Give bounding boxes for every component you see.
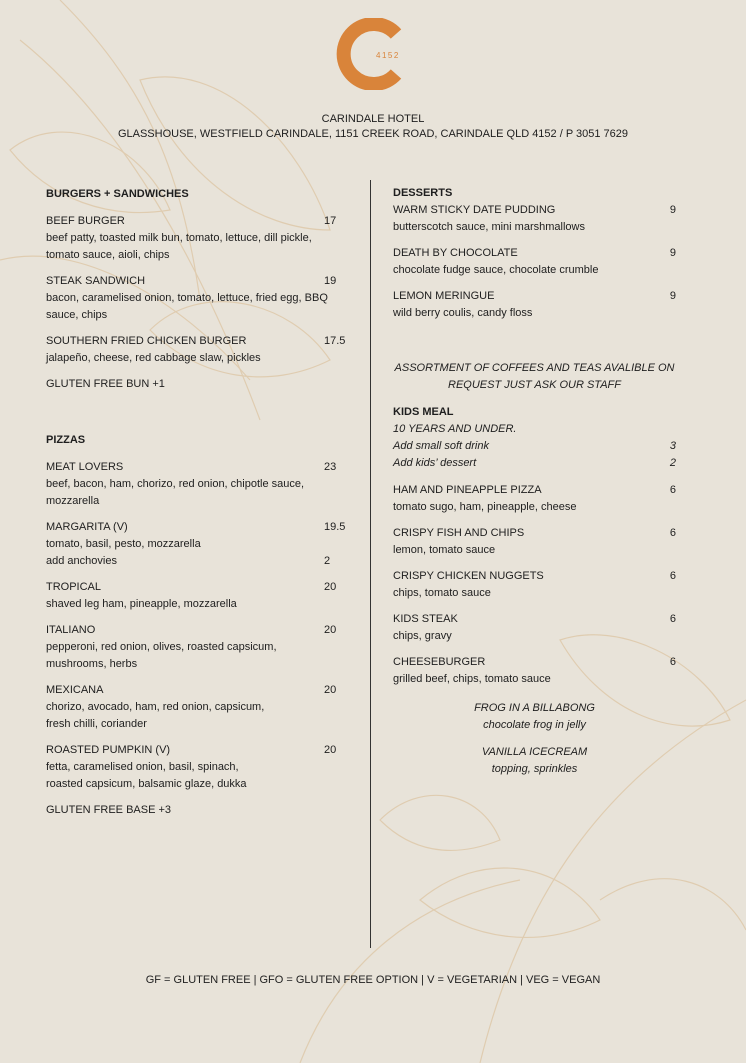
item-name-row (393, 202, 676, 219)
section-burgers (46, 186, 346, 402)
item-name: MEXICANA (46, 684, 104, 696)
section-desserts (393, 185, 676, 331)
item-price: 6 (669, 570, 676, 582)
item-name-row (46, 579, 346, 596)
dietary-legend: GF = GLUTEN FREE | GFO = GLUTEN FREE OPTION | V = VEGETARIAN | VEG = VEGAN (145, 974, 601, 986)
item-price: 23 (324, 461, 337, 473)
addon-price: 2 (669, 457, 676, 469)
section-kids-meal (393, 404, 676, 697)
section-title: PIZZAS (46, 434, 86, 446)
item-name: BEEF BURGER (46, 215, 125, 227)
item-name-row (393, 245, 676, 262)
item-name: MEAT LOVERS (46, 461, 124, 473)
extra-price: 2 (324, 555, 331, 567)
menu-item (46, 622, 346, 673)
menu-item (46, 376, 346, 393)
item-description: tomato sauce, aioli, chips (46, 249, 170, 261)
item-description: bacon, caramelised onion, tomato, lettuce, fried egg, BBQ (46, 292, 328, 304)
item-price: 6 (669, 613, 676, 625)
item-price: 6 (669, 656, 676, 668)
item-name: CRISPY FISH AND CHIPS (393, 527, 525, 539)
item-name: ITALIANO (46, 624, 96, 636)
item-description: pepperoni, red onion, olives, roasted capsicum, (46, 641, 277, 653)
item-name-row (393, 482, 676, 499)
menu-item (46, 682, 346, 733)
item-description: lemon, tomato sauce (393, 544, 496, 556)
addon-price: 3 (669, 440, 676, 452)
item-name-row (46, 273, 346, 290)
coffee-note-line: REQUEST JUST ASK OUR STAFF (448, 379, 621, 391)
menu-item (393, 654, 676, 688)
item-name: LEMON MERINGUE (393, 290, 495, 302)
item-description: sauce, chips (46, 309, 108, 321)
addon-label: Add small soft drink (393, 440, 489, 452)
item-name-row (46, 333, 346, 350)
menu-item (46, 273, 346, 324)
item-description: wild berry coulis, candy floss (393, 307, 533, 319)
item-extra (46, 553, 346, 570)
kids-dessert-icecream (393, 744, 676, 778)
addon-label: Add kids’ dessert (393, 457, 477, 469)
section-title: BURGERS + SANDWICHES (46, 188, 189, 200)
item-name: KIDS STEAK (393, 613, 458, 625)
menu-item (393, 482, 676, 516)
kids-addon (393, 455, 676, 472)
coffee-note-line: ASSORTMENT OF COFFEES AND TEAS AVALIBLE ON (394, 362, 675, 374)
item-description: tomato, basil, pesto, mozzarella (46, 538, 201, 550)
item-price: 17.5 (324, 335, 346, 347)
item-name: WARM STICKY DATE PUDDING (393, 204, 556, 216)
section-pizzas (46, 432, 346, 828)
item-name: GLUTEN FREE BUN +1 (46, 378, 165, 390)
item-description: fetta, caramelised onion, basil, spinach, (46, 761, 239, 773)
item-price: 19.5 (324, 521, 346, 533)
item-name-row (393, 288, 676, 305)
item-name-row (393, 525, 676, 542)
kids-dessert-name: FROG IN A BILLABONG (474, 702, 595, 714)
item-name-row (46, 213, 346, 230)
item-description: mushrooms, herbs (46, 658, 138, 670)
item-description: fresh chilli, coriander (46, 718, 147, 730)
item-name: HAM AND PINEAPPLE PIZZA (393, 484, 542, 496)
menu-item (393, 568, 676, 602)
item-description: shaved leg ham, pineapple, mozzarella (46, 598, 237, 610)
item-name: STEAK SANDWICH (46, 275, 146, 287)
item-description: chips, tomato sauce (393, 587, 491, 599)
item-name-row (46, 376, 346, 393)
item-name: MARGARITA (V) (46, 521, 128, 533)
item-price: 19 (324, 275, 337, 287)
item-name: TROPICAL (46, 581, 102, 593)
extra-label: add anchovies (46, 555, 117, 567)
item-name-row (393, 654, 676, 671)
item-description: butterscotch sauce, mini marshmallows (393, 221, 585, 233)
menu-item (46, 333, 346, 367)
column-divider (370, 180, 371, 948)
item-name: SOUTHERN FRIED CHICKEN BURGER (46, 335, 247, 347)
kids-addon (393, 438, 676, 455)
menu-item (393, 245, 676, 279)
hotel-logo (334, 18, 406, 90)
item-description: beef patty, toasted milk bun, tomato, lettuce, dill pickle, (46, 232, 312, 244)
hotel-address: GLASSHOUSE, WESTFIELD CARINDALE, 1151 CREEK ROAD, CARINDALE QLD 4152 / P 3051 7629 (117, 128, 629, 140)
item-name-row (46, 802, 346, 819)
item-name-row (46, 682, 346, 699)
item-price: 6 (669, 527, 676, 539)
item-name-row (46, 622, 346, 639)
kids-meal-title: KIDS MEAL (393, 406, 454, 418)
menu-item (46, 519, 346, 570)
item-description: chips, gravy (393, 630, 452, 642)
item-description: tomato sugo, ham, pineapple, cheese (393, 501, 577, 513)
item-description: beef, bacon, ham, chorizo, red onion, chipotle sauce, (46, 478, 305, 490)
item-description: chocolate fudge sauce, chocolate crumble (393, 264, 599, 276)
item-description: chorizo, avocado, ham, red onion, capsicum, (46, 701, 265, 713)
menu-item (393, 525, 676, 559)
item-name: CRISPY CHICKEN NUGGETS (393, 570, 544, 582)
hotel-name: CARINDALE HOTEL (321, 113, 425, 125)
item-price: 20 (324, 684, 337, 696)
item-price: 6 (669, 484, 676, 496)
menu-item (393, 611, 676, 645)
item-name: DEATH BY CHOCOLATE (393, 247, 518, 259)
item-description: grilled beef, chips, tomato sauce (393, 673, 551, 685)
item-price: 20 (324, 624, 337, 636)
item-price: 9 (669, 290, 676, 302)
item-price: 9 (669, 204, 676, 216)
kids-dessert-desc: chocolate frog in jelly (483, 719, 586, 731)
item-description: mozzarella (46, 495, 100, 507)
kids-dessert-desc: topping, sprinkles (491, 763, 578, 775)
item-name-row (46, 459, 346, 476)
item-name-row (46, 519, 346, 536)
item-price: 9 (669, 247, 676, 259)
section-title: DESSERTS (393, 187, 453, 199)
menu-item (46, 213, 346, 264)
item-name-row (46, 742, 346, 759)
item-price: 20 (324, 581, 337, 593)
item-name-row (393, 568, 676, 585)
item-description: roasted capsicum, balsamic glaze, dukka (46, 778, 247, 790)
item-price: 20 (324, 744, 337, 756)
item-name-row (393, 611, 676, 628)
item-price: 17 (324, 215, 337, 227)
kids-meal-subtitle: 10 YEARS AND UNDER. (393, 423, 517, 435)
item-name: GLUTEN FREE BASE +3 (46, 804, 172, 816)
menu-item (46, 742, 346, 793)
kids-dessert-frog (393, 700, 676, 734)
coffee-note (393, 360, 676, 394)
kids-dessert-name: VANILLA ICECREAM (481, 746, 588, 758)
menu-item (393, 202, 676, 236)
menu-item (46, 459, 346, 510)
menu-item (46, 579, 346, 613)
item-name: CHEESEBURGER (393, 656, 486, 668)
item-name: ROASTED PUMPKIN (V) (46, 744, 171, 756)
svg-text:4152: 4152 (376, 51, 400, 60)
menu-item (46, 802, 346, 819)
menu-item (393, 288, 676, 322)
item-description: jalapeño, cheese, red cabbage slaw, pickles (46, 352, 261, 364)
